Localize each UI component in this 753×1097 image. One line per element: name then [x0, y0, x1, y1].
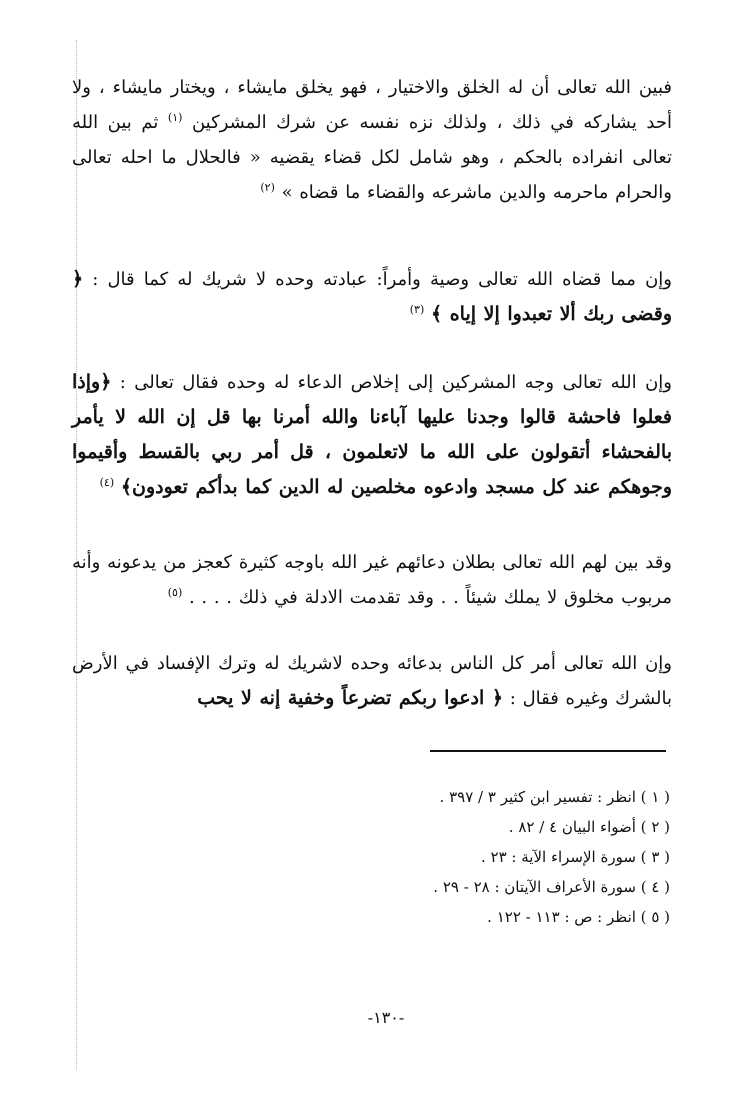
paragraph-4 — [72, 545, 672, 615]
paragraph-5 — [72, 646, 672, 716]
paragraph-2-text: وإن مما قضاه الله تعالى وصية وأمراً: عبادته وحده لا شريك له كما قال : — [92, 269, 672, 290]
paragraph-1 — [72, 70, 672, 210]
paragraph-1-text-continued: ثم بين الله تعالى انفراده بالحكم ، وهو شامل لكل قضاء يقضيه « فالحلال ما احله تعالى والحرام ماحرمه والدين ماشرعه والقضاء ما قضاه » — [72, 112, 672, 203]
quran-verse-isra-23: ﴿ وقضى ربك ألا تعبدوا إلا إياه ﴾ — [72, 268, 672, 325]
footnotes-list — [300, 782, 670, 932]
quran-verse-araf-28-29: ﴿وإذا فعلوا فاحشة قالوا وجدنا عليها آباءنا والله أمرنا بها قل إن الله لا يأمر بالفحشاء أتقولون على الله ما لاتعلمون ، قل أمر ربي بالقسط وأقيموا وجوهكم عند كل مسجد وادعوه مخلصين له الدين كما بدأكم تعودون﴾ — [72, 371, 672, 498]
quran-verse-araf-55: ﴿ ادعوا ربكم تضرعاً وخفية إنه لا يحب — [197, 687, 504, 709]
footnote-3: ( ٣ ) سورة الإسراء الآية : ٢٣ . — [480, 848, 670, 866]
paragraph-2 — [72, 262, 672, 332]
paragraph-5-text: وإن الله تعالى أمر كل الناس بدعائه وحده لاشريك له وترك الإفساد في الأرض بالشرك وغيره فقال : — [72, 653, 672, 709]
paragraph-3-text: وإن الله تعالى وجه المشركين إلى إخلاص الدعاء له وحده فقال تعالى : — [119, 372, 672, 393]
footnote-5: ( ٥ ) انظر : ص : ١١٣ - ١٢٢ . — [487, 908, 670, 926]
footnote-separator — [430, 750, 666, 752]
paragraph-1-text: فبين الله تعالى أن له الخلق والاختيار ، فهو يخلق مايشاء ، ويختار مايشاء ، ولا أحد يشاركه في ذلك ، ولذلك نزه نفسه عن شرك المشركين — [72, 77, 672, 133]
page-number: -١٣٠- — [367, 1008, 405, 1027]
footnote-4: ( ٤ ) سورة الأعراف الآيتان : ٢٨ - ٢٩ . — [433, 878, 670, 896]
footnote-ref-2[interactable]: (٢) — [260, 181, 275, 194]
paragraph-3 — [72, 365, 672, 505]
footnote-ref-4[interactable]: (٤) — [99, 476, 115, 489]
footnote-1: ( ١ ) انظر : تفسير ابن كثير ٣ / ٣٩٧ . — [439, 788, 670, 806]
footnote-ref-5[interactable]: (٥) — [167, 586, 183, 599]
footnote-ref-1[interactable]: (١) — [167, 111, 183, 124]
footnote-ref-3[interactable]: (٣) — [409, 303, 425, 316]
footnote-2: ( ٢ ) أضواء البيان ٤ / ٨٢ . — [508, 818, 670, 836]
paragraph-4-text: وقد بين لهم الله تعالى بطلان دعائهم غير الله باوجه كثيرة كعجز من يدعونه وأنه مربوب مخلوق لا يملك شيئاً . . وقد تقدمت الادلة في ذلك . . . . — [72, 552, 672, 608]
